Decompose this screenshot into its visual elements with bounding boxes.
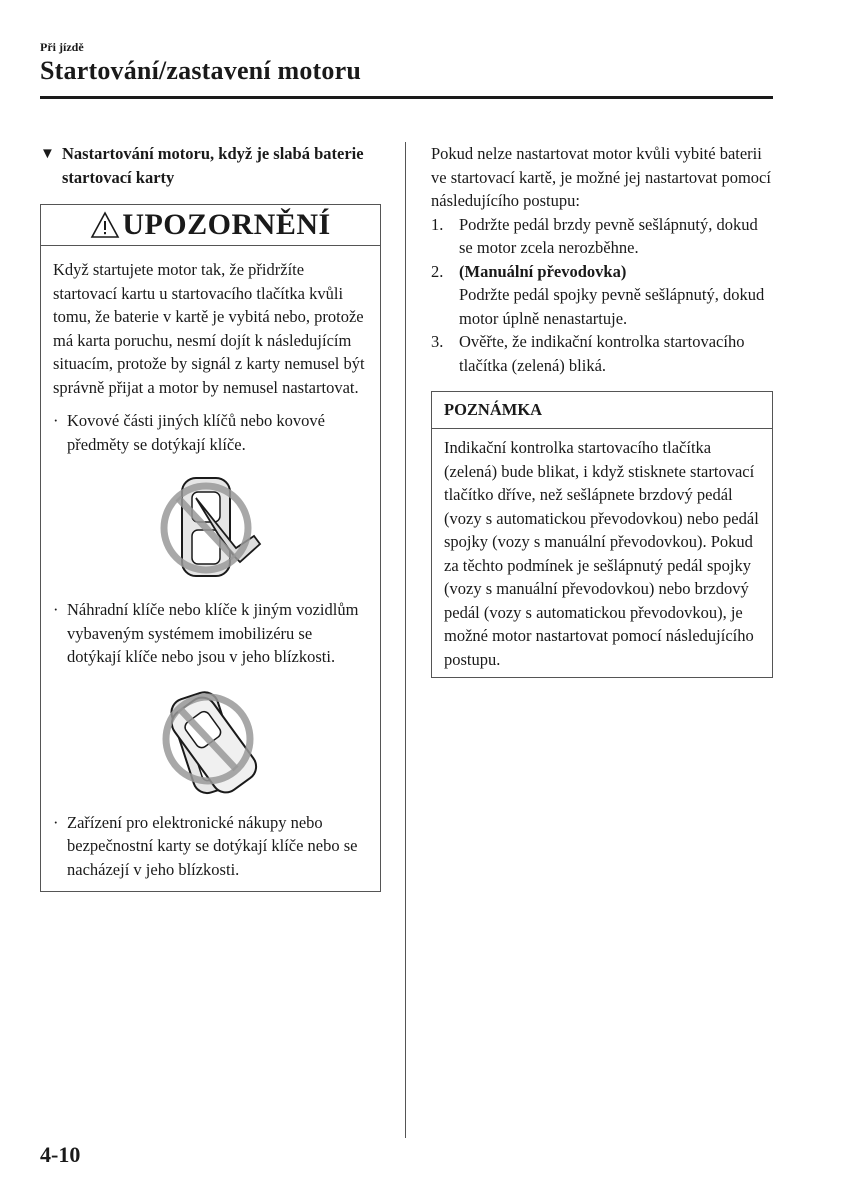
warning-box xyxy=(40,204,381,892)
figure-key-near-metal xyxy=(53,470,368,588)
warning-bullet xyxy=(53,598,368,669)
bullet-text: Kovové části jiných klíčů nebo kovové předměty se dotýkají klíče. xyxy=(67,411,325,454)
procedure-intro: Pokud nelze nastartovat motor kvůli vybité baterii ve startovací kartě, je možné jej nastartovat pomocí následujícího postupu: xyxy=(431,144,771,210)
warning-title: UPOZORNĚNÍ xyxy=(122,208,331,241)
title-rule xyxy=(40,96,773,99)
page-title: Startování/zastavení motoru xyxy=(40,56,361,85)
prohibited-keys-illustration-icon xyxy=(156,683,266,801)
step-text: Ověřte, že indikační kontrolka startovacího tlačítka (zelená) bliká. xyxy=(459,332,745,375)
bullet-dot: · xyxy=(53,411,59,430)
warning-intro: Když startujete motor tak, že přidržíte startovací kartu u startovacího tlačítka kvůli tomu, že baterie v kartě je vybitá nebo, protože má karta poruchu, nesmí dojít k následujícím situacím, protože by signál z karty nemusel být správně přijat a motor by nemusel nastartovat. xyxy=(53,260,365,397)
step-heading: (Manuální převodovka) xyxy=(459,261,627,281)
section-label: Při jízdě xyxy=(40,40,84,54)
procedure-steps xyxy=(431,213,773,378)
warning-body xyxy=(41,246,380,891)
step-text: Podržte pedál brzdy pevně sešlápnutý, dokud se motor zcela nerozběhne. xyxy=(459,214,758,257)
warning-header xyxy=(41,205,380,246)
step-number: 2. xyxy=(431,261,444,281)
bullet-text: Náhradní klíče nebo klíče k jiným vozidlům vybaveným systémem imobilizéru se dotýkají klíče nebo jsou v jeho blízkosti. xyxy=(67,600,359,666)
note-title: POZNÁMKA xyxy=(432,392,772,429)
bullet-text: Zařízení pro elektronické nákupy nebo bezpečnostní karty se dotýkají klíče nebo se nacházejí v jeho blízkosti. xyxy=(67,812,358,879)
bullet-dot: · xyxy=(53,812,59,832)
warning-bullet xyxy=(53,811,368,882)
step-number: 3. xyxy=(431,332,444,351)
procedure-step xyxy=(431,213,773,260)
step-content xyxy=(459,260,773,331)
triangle-marker-icon: ▼ xyxy=(40,146,55,162)
subheading-text: Nastartování motoru, když je slabá baterie startovací karty xyxy=(62,144,364,187)
figure-key-near-other-keys xyxy=(53,683,368,801)
subheading xyxy=(40,142,382,190)
column-divider xyxy=(405,142,406,1138)
procedure-step xyxy=(431,330,773,377)
procedure-step xyxy=(431,260,773,331)
right-column xyxy=(431,142,773,678)
note-box xyxy=(431,391,773,678)
note-text: Indikační kontrolka startovacího tlačítka (zelená) bude blikat, i když stisknete startovací tlačítko dříve, než sešlápnete brzdový pedál (vozy s automatickou převodovkou) nebo pedál spojky (vozy s manuální převodovkou). Pokud za těchto podmínek je sešlápnutý pedál spojky (vozy s manuální převodovkou) nebo brzdový pedál (vozy s automatickou převodovkou), je možné motor nastartovat pomocí následujícího postupu. xyxy=(444,438,759,669)
page-number: 4-10 xyxy=(40,1142,81,1167)
step-text: Podržte pedál spojky pevně sešlápnutý, dokud motor úplně nenastartuje. xyxy=(459,285,765,328)
step-number: 1. xyxy=(431,214,444,234)
warning-bullet xyxy=(53,409,368,456)
left-column xyxy=(40,142,382,892)
warning-triangle-icon xyxy=(90,211,120,239)
prohibited-key-illustration-icon xyxy=(156,470,266,588)
bullet-dot: · xyxy=(53,600,59,619)
